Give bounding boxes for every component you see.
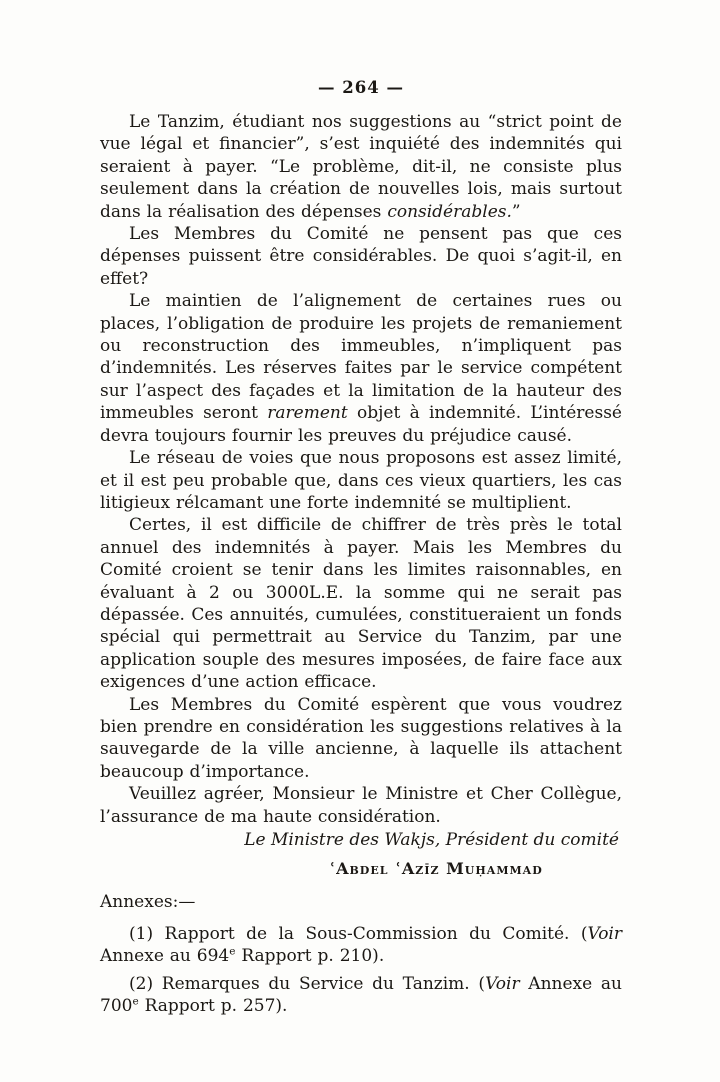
annex-item: [100, 923, 622, 968]
text-segment: Le réseau de voies que nous proposons est assez limité, et il est peu probable que, dans ces vieux quartiers, les cas litigieux rélcamant une forte indemnité se multiplient.: [100, 448, 622, 513]
text-segment: rarement: [267, 403, 348, 424]
text-segment: objet à indemnité. L’intéressé devra toujours fournir les preuves du préjudice causé.: [100, 403, 622, 446]
signature-name: ʿAbdel ʿAzīz Muḥammad: [329, 859, 543, 879]
text-segment: Certes, il est difficile de chiffrer de très près le total annuel des indemnités à payer. Mais les Membres du Comité croient se tenir dans les limites raisonnables, en évaluant à 2 ou 3000L.E. la somme qui ne serait pas dépassée. Ces annuités, cumulées, constitueraient un fonds spécial qui permettrait au Service du Tanzim, par une application souple des mesures imposées, de faire face aux exigences d’une action efficace.: [100, 515, 622, 693]
paragraph: [100, 447, 622, 514]
text-segment: (2) Remarques du Service du Tanzim. (: [129, 973, 486, 994]
text-segment: Rapport p. 257).: [138, 996, 288, 1017]
paragraph: [100, 514, 622, 693]
text-segment: (1) Rapport de la Sous-Commission du Comité. (: [129, 923, 588, 944]
paragraph: [100, 694, 622, 784]
annex-item: [100, 973, 622, 1018]
text-segment: ”: [511, 201, 521, 222]
letter-body: [100, 111, 622, 828]
paragraph: [100, 290, 622, 447]
paragraph: [100, 223, 622, 290]
text-segment: Voir: [485, 973, 520, 994]
superscript: e: [132, 995, 139, 1008]
text-segment: Veuillez agréer, Monsieur le Ministre et Cher Collègue, l’assurance de ma haute considération.: [100, 784, 622, 827]
superscript: e: [229, 945, 236, 958]
text-segment: Voir: [587, 923, 622, 944]
text-segment: Le Tanzim, étudiant nos suggestions au “strict point de vue légal et financier”, s’est inquiété des indemnités qui seraient à payer. “Le problème, dit-il, ne consiste plus seulement dans la création de nouvelles lois, mais surtout dans la réalisation des dépenses: [100, 112, 622, 222]
paragraph: [100, 111, 622, 223]
text-segment: Les Membres du Comité ne pensent pas que ces dépenses puissent être considérables. De quoi s’agit-il, en effet?: [100, 224, 622, 289]
text-segment: Annexe au 694: [100, 946, 230, 967]
signature-role: Le Ministre des Wakjs, Président du comité: [244, 830, 619, 850]
annexes-list: [100, 923, 622, 1018]
annexes-label: Annexes:—: [100, 892, 196, 913]
text-segment: Le maintien de l’alignement de certaines rues ou places, l’obligation de produire les projets de remaniement ou reconstruction des immeubles, n’impliquent pas d’indemnités. Les réserves faites par le service compétent sur l’aspect des façades et la limitation de la hauteur des immeubles seront: [100, 291, 622, 424]
text-segment: Annexe au 700: [100, 973, 622, 1017]
text-segment: considérables.: [387, 201, 512, 222]
text-segment: Les Membres du Comité espèrent que vous voudrez bien prendre en considération les suggestions relatives à la sauvegarde de la ville ancienne, à laquelle ils attachent beaucoup d’importance.: [100, 694, 622, 782]
text-segment: Rapport p. 210).: [235, 946, 385, 967]
paragraph: [100, 783, 622, 828]
page-number: — 264 —: [318, 78, 404, 97]
